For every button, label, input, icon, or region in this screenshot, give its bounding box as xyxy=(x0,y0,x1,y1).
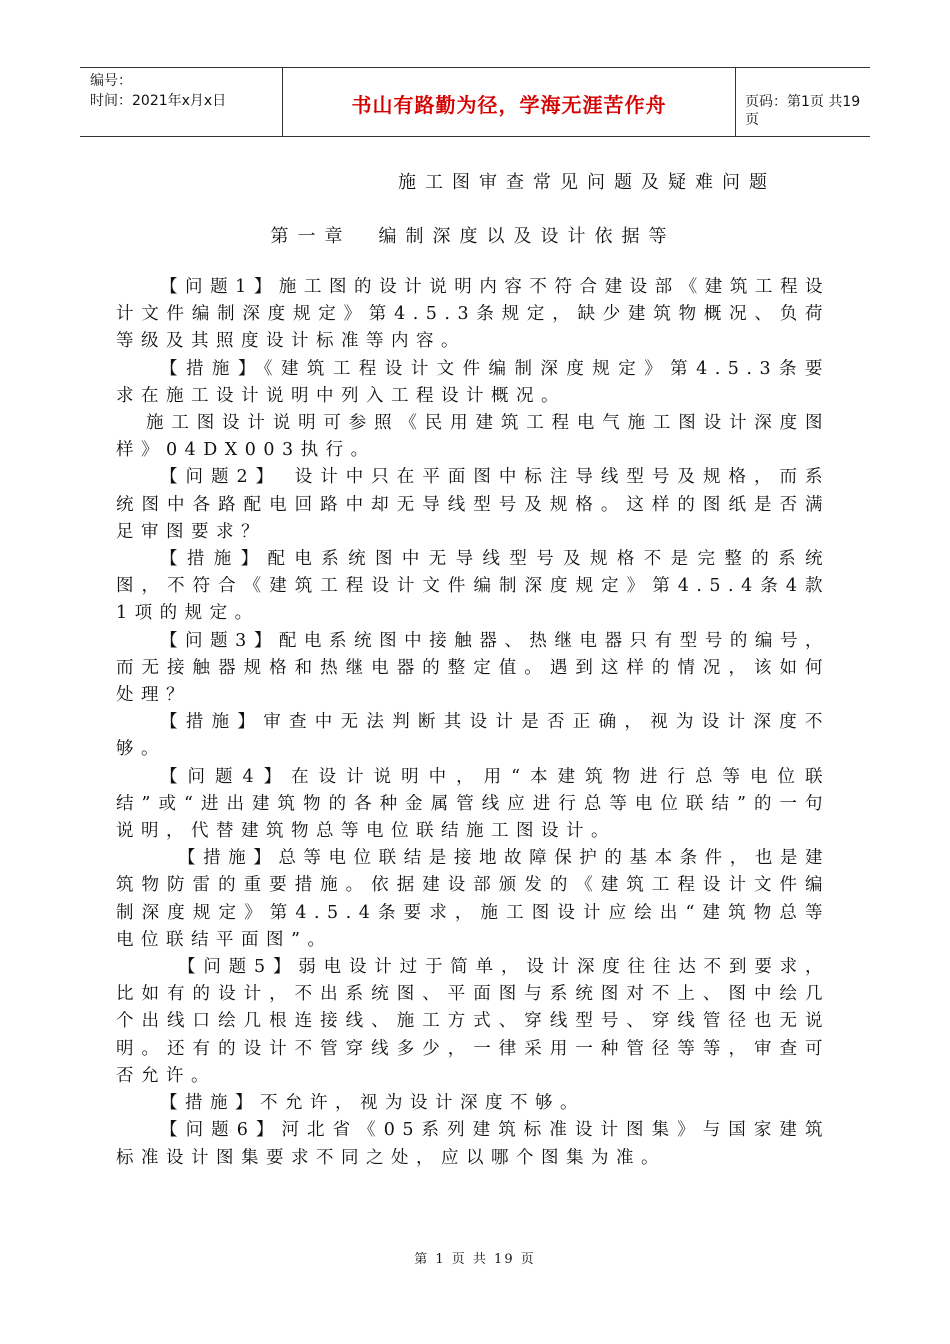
paragraph-problem-5: 【问题5】弱电设计过于简单，设计深度往往达不到要求，比如有的设计，不出系统图、平面图与系统图对不上、图中绘几个出线口绘几根连接线、施工方式、穿线型号、穿线管径也无说明。还有的设计不管穿线多少，一律采用一种管径等等，审查可否允许。 xyxy=(116,957,830,1086)
page-footer: 第 1 页 共 19 页 xyxy=(414,1252,536,1267)
serial-label: 编号： xyxy=(90,73,132,89)
paragraph-measure-4: 【措施】总等电位联结是接地故障保护的基本条件，也是建筑物防雷的重要措施。依据建设部颁发的《建筑工程设计文件编制深度规定》第4.5.4条要求，施工图设计应绘出“建筑物总等电位联结平面图”。 xyxy=(116,848,830,950)
paragraph-problem-1: 【问题1】施工图的设计说明内容不符合建设部《建筑工程设计文件编制深度规定》第4.5.3条规定，缺少建筑物概况、负荷等级及其照度设计标准等内容。 xyxy=(116,277,830,352)
paragraph-reference: 施工图设计说明可参照《民用建筑工程电气施工图设计深度图样》04DX003执行。 xyxy=(116,413,830,461)
document-body xyxy=(116,274,830,1172)
chapter-heading: 第一章 编制深度以及设计依据等 xyxy=(270,226,676,247)
paragraph-problem-2: 【问题2】 设计中只在平面图中标注导线型号及规格，而系统图中各路配电回路中却无导线型号及规格。这样的图纸是否满足审图要求？ xyxy=(116,467,830,542)
header-table xyxy=(80,67,870,137)
header-meta-cell xyxy=(80,68,282,136)
header-page-cell xyxy=(735,68,870,136)
paragraph-measure-3: 【措施】审查中无法判断其设计是否正确，视为设计深度不够。 xyxy=(116,712,830,760)
header-motto-cell xyxy=(282,68,736,136)
paragraph-measure-2: 【措施】配电系统图中无导线型号及规格不是完整的系统图，不符合《建筑工程设计文件编制深度规定》第4.5.4条4款1项的规定。 xyxy=(116,549,830,624)
paragraph-measure-1: 【措施】《建筑工程设计文件编制深度规定》第4.5.3条要求在施工设计说明中列入工程设计概况。 xyxy=(116,358,830,406)
paragraph-problem-3: 【问题3】配电系统图中接触器、热继电器只有型号的编号，而无接触器规格和热继电器的整定值。遇到这样的情况，该如何处理？ xyxy=(116,630,830,706)
paragraph-problem-6: 【问题6】河北省《05系列建筑标准设计图集》与国家建筑标准设计图集要求不同之处，应以哪个图集为准。 xyxy=(116,1120,830,1168)
paragraph-measure-5: 【措施】不允许，视为设计深度不够。 xyxy=(160,1093,585,1114)
paragraph-problem-4: 【问题4】在设计说明中，用“本建筑物进行总等电位联结”或“进出建筑物的各种金属管线应进行总等电位联结”的一句说明，代替建筑物总等电位联结施工图设计。 xyxy=(116,766,830,842)
date-line: 时间：2021年x月x日 xyxy=(90,93,227,109)
page-info: 页码：第1页 共19页 xyxy=(745,94,861,128)
document-title: 施工图审查常见问题及疑难问题 xyxy=(398,172,776,193)
motto: 书山有路勤为径，学海无涯苦作舟 xyxy=(351,93,667,117)
